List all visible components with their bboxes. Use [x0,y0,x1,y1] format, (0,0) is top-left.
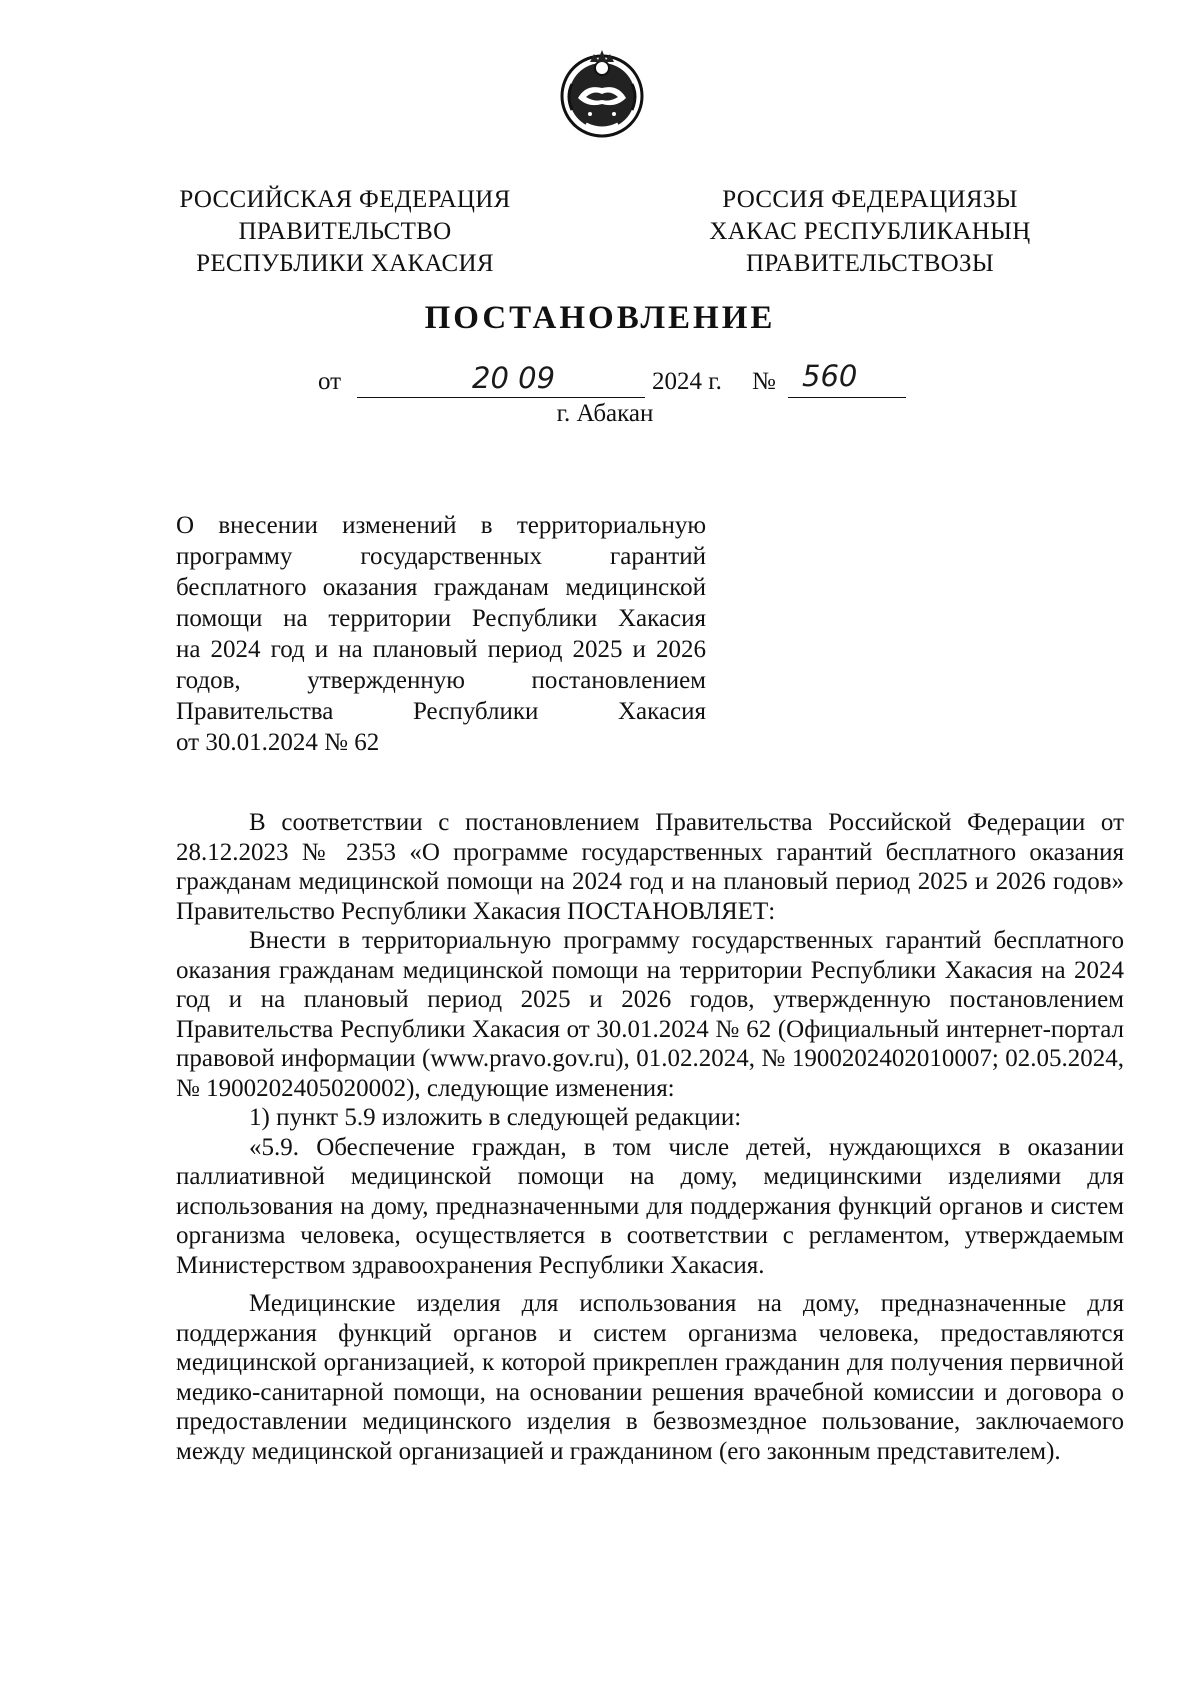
date-prefix: от [318,368,342,395]
body-paragraph: Медицинские изделия для использования на дому, предназначенные для поддержания функций органов и систем организма человека, предоставляются медицинской организацией, к которой прикреплен гражданин для получения первичной медико-санитарной помощи, на основании решения врачебной комиссии и договора о предоставлении медицинского изделия в безвозмездное пользование, заключаемого между медицинской организацией и гражданином (его законным представителем). [176,1290,1124,1465]
subject-line: бесплатного оказания гражданам медицинской [176,574,706,601]
header-left-line: РОССИЙСКАЯ ФЕДЕРАЦИЯ [179,186,511,213]
subject-line: от 30.01.2024 № 62 [176,729,380,756]
document-title: ПОСТАНОВЛЕНИЕ [424,300,776,336]
subject-line: на 2024 год и на плановый период 2025 и 2026 [176,636,706,663]
number-sign: № [752,368,776,395]
subject-line: годов, утвержденную постановлением [176,667,706,694]
handwritten-number: 560 [802,359,858,393]
subject-line: помощи на территории Республики Хакасия [176,605,706,632]
body-paragraph: «5.9. Обеспечение граждан, в том числе детей, нуждающихся в оказании паллиативной медицинской помощи на дому, медицинскими изделиями для использования на дому, предназначенными для поддержания функций органов и систем организма человека, осуществляется в соответствии с регламентом, утверждаемым Министерством здравоохранения Республики Хакасия. [176,1133,1124,1279]
city-name: г. Абакан [556,400,654,427]
body-paragraph: Внести в территориальную программу государственных гарантий бесплатного оказания гражданам медицинской помощи на территории Республики Хакасия на 2024 год и на плановый период 2025 и 2026 годов, утвержденную постановлением Правительства Республики Хакасия от 30.01.2024 № 62 (Официальный интернет-портал правовой информации (www.pravo.gov.ru), 01.02.2024, № 1900202402010007; 02.05.2024, № 1900202405020002), следующие изменения: [176,927,1124,1102]
header-left-line: РЕСПУБЛИКИ ХАКАСИЯ [196,250,494,277]
handwritten-date: 20 09 [472,361,556,395]
header-right [680,184,1060,280]
header-right-line: ХАКАС РЕСПУБЛИКАНЫҢ [709,218,1031,245]
header-right-line: ПРАВИТЕЛЬСТВОЗЫ [746,250,994,277]
document-body [176,808,1124,1466]
date-year: 2024 г. [652,368,722,395]
khakassia-coat-of-arms-icon [556,44,648,144]
body-paragraph: 1) пункт 5.9 изложить в следующей редакции: [249,1104,742,1131]
subject-line: О внесении изменений в территориальную [176,512,706,539]
subject-line: программу государственных гарантий [176,543,706,570]
document-subject [176,510,706,758]
header-left [150,184,540,280]
header-right-line: РОССИЯ ФЕДЕРАЦИЯЗЫ [722,186,1018,213]
header-left-line: ПРАВИТЕЛЬСТВО [238,218,452,245]
subject-line: Правительства Республики Хакасия [176,698,706,725]
body-paragraph: В соответствии с постановлением Правительства Российской Федерации от 28.12.2023 № 2353 «О программе государственных гарантий бесплатного оказания гражданам медицинской помощи на 2024 год и на плановый период 2025 и 2026 годов» Правительство Республики Хакасия ПОСТАНОВЛЯЕТ: [176,809,1124,925]
